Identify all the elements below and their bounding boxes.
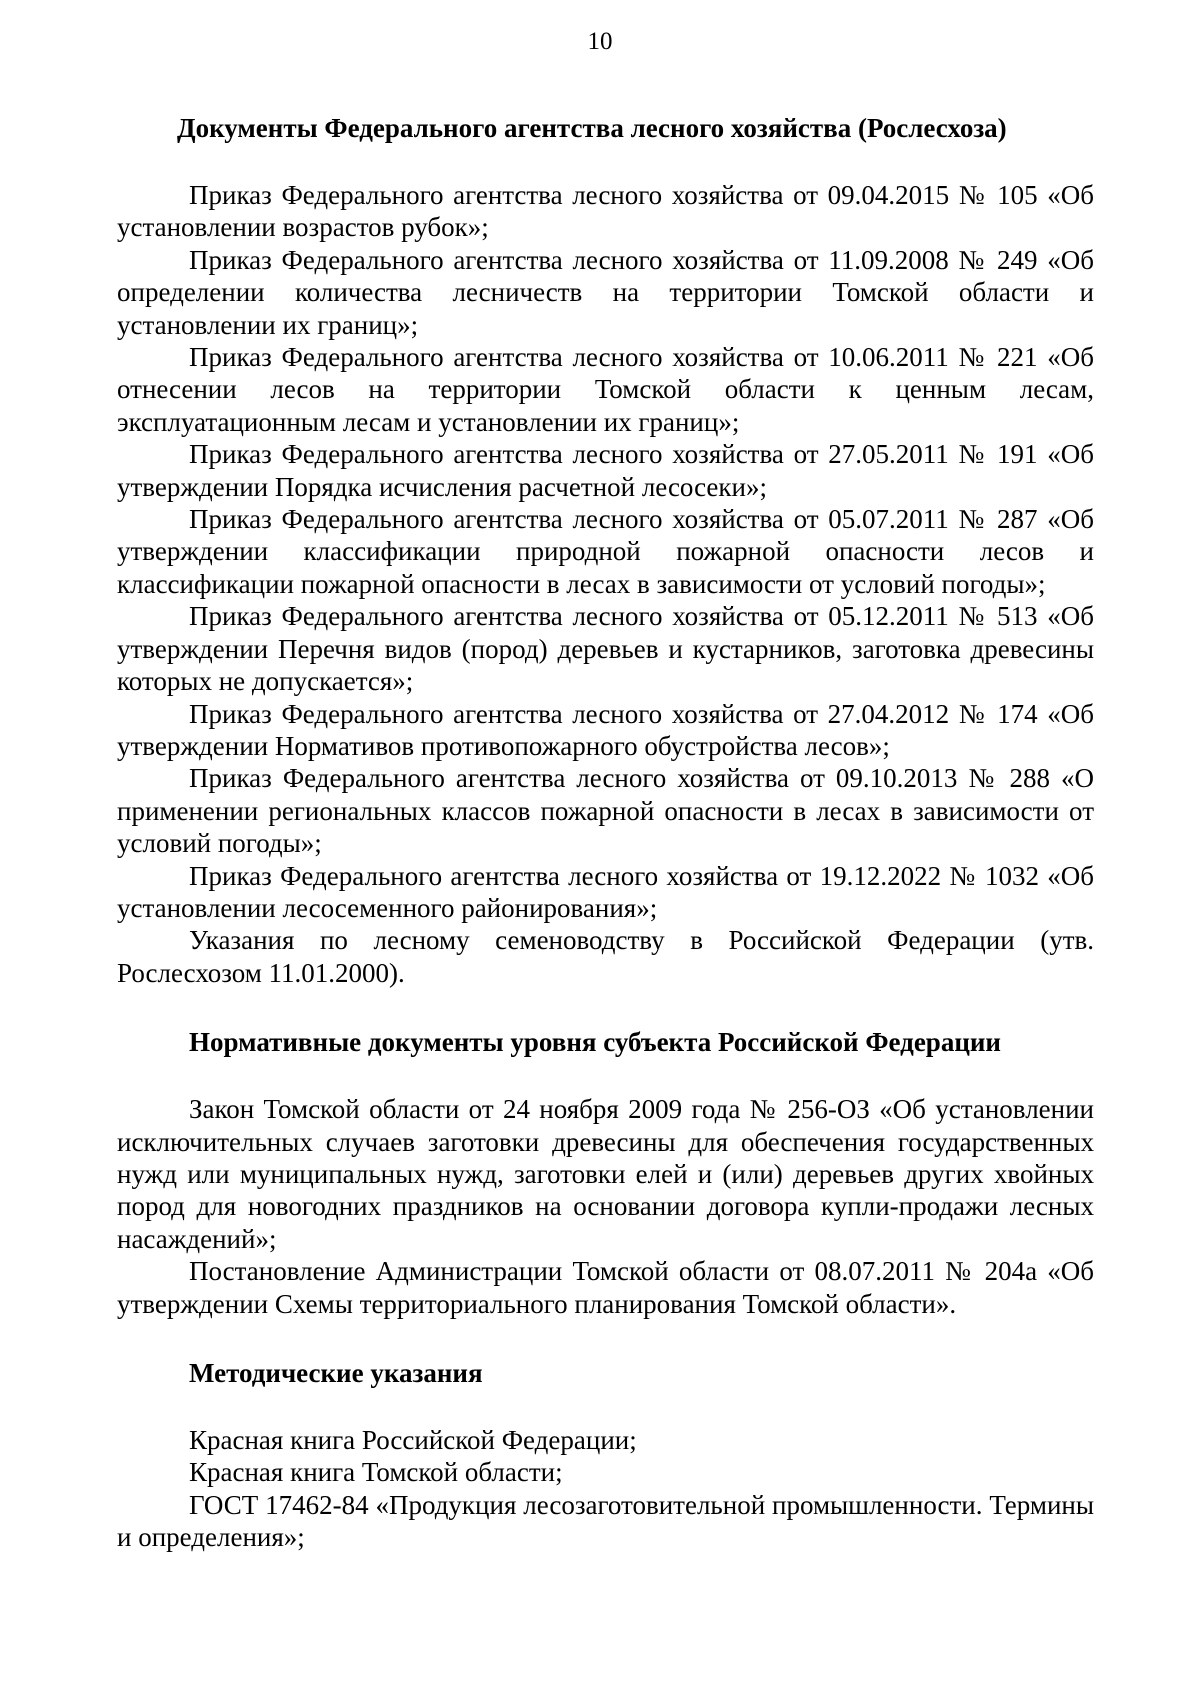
document-entry: Приказ Федерального агентства лесного хозяйства от 09.04.2015 № 105 «Об установлении возрастов рубок»; <box>117 180 1094 243</box>
document-entry: Приказ Федерального агентства лесного хозяйства от 27.05.2011 № 191 «Об утверждении Порядка исчисления расчетной лесосеки»; <box>117 439 1094 502</box>
document-entry: ГОСТ 17462-84 «Продукция лесозаготовительной промышленности. Термины и определения»; <box>117 1489 1094 1553</box>
section-rosleskhoz-documents <box>117 112 1094 989</box>
document-entry: Приказ Федерального агентства лесного хозяйства от 27.04.2012 № 174 «Об утверждении Нормативов противопожарного обустройства лесов»; <box>117 698 1094 761</box>
section-heading: Нормативные документы уровня субъекта Российской Федерации <box>189 1027 1001 1058</box>
document-entry: Закон Томской области от 24 ноября 2009 года № 256-ОЗ «Об установлении исключительных случаев заготовки древесины для обеспечения государственных нужд или муниципальных нужд, заготовки елей и (или) деревьев других хвойных пород для новогодних праздников на основании договора купли-продажи лесных насаждений»; <box>117 1094 1094 1254</box>
document-entry: Приказ Федерального агентства лесного хозяйства от 11.09.2008 № 249 «Об определении количества лесничеств на территории Томской области и установлении их границ»; <box>117 244 1094 340</box>
document-entry: Приказ Федерального агентства лесного хозяйства от 10.06.2011 № 221 «Об отнесении лесов на территории Томской области к ценным лесам, эксплуатационным лесам и установлении их границ»; <box>117 342 1094 437</box>
document-body <box>117 112 1094 1591</box>
document-entry: Приказ Федерального агентства лесного хозяйства от 05.07.2011 № 287 «Об утверждении классификации природной пожарной опасности лесов и классификации пожарной опасности в лесах в зависимости от условий погоды»; <box>117 504 1094 599</box>
section-heading: Методические указания <box>189 1358 483 1388</box>
document-entry: Постановление Администрации Томской области от 08.07.2011 № 204а «Об утверждении Схемы территориального планирования Томской области». <box>117 1256 1094 1319</box>
document-entry: Приказ Федерального агентства лесного хозяйства от 09.10.2013 № 288 «О применении региональных классов пожарной опасности в лесах в зависимости от условий погоды»; <box>117 763 1094 859</box>
document-entry: Приказ Федерального агентства лесного хозяйства от 05.12.2011 № 513 «Об утверждении Перечня видов (пород) деревьев и кустарников, заготовка древесины которых не допускается»; <box>117 601 1094 697</box>
section-regional-documents <box>117 1026 1094 1320</box>
section-heading: Документы Федерального агентства лесного хозяйства (Рослесхоза) <box>177 113 1007 143</box>
document-entry: Красная книга Томской области; <box>189 1457 563 1488</box>
document-entry: Приказ Федерального агентства лесного хозяйства от 19.12.2022 № 1032 «Об установлении лесосеменного районирования»; <box>117 860 1094 923</box>
document-entry: Красная книга Российской Федерации; <box>189 1425 637 1455</box>
page-number: 10 <box>587 28 613 55</box>
section-methodical-guidelines <box>117 1357 1094 1554</box>
document-entry: Указания по лесному семеноводству в Российской Федерации (утв. Рослесхозом 11.01.2000). <box>117 925 1094 988</box>
